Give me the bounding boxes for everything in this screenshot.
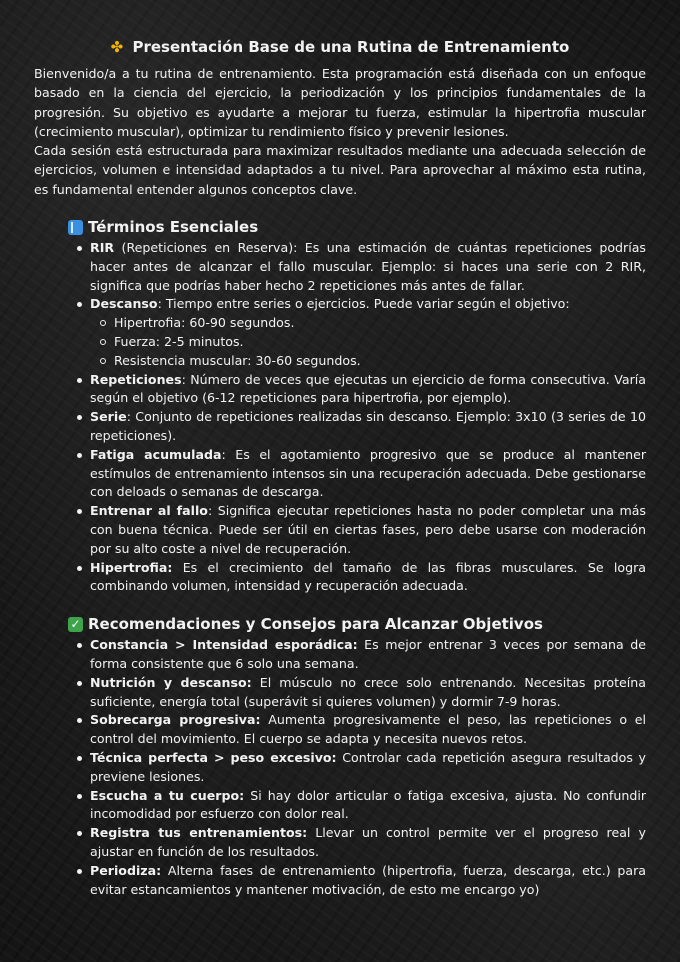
list-item: Entrenar al fallo: Significa ejecutar repeticiones hasta no poder completar una más con buena técnica. Puede ser útil en ciertas fases, pero debe usarse con moderación por su alto coste a nivel de recuperación. — [90, 502, 646, 558]
list-item — [90, 239, 646, 295]
tips-list — [68, 636, 646, 899]
term-definition: Tiempo entre series o ejercicios. Puede variar según el objetivo: — [165, 296, 570, 312]
terms-list — [68, 239, 646, 596]
tip-text: Si hay dolor articular o fatiga excesiva, ajusta. No confundir incomodidad por esfuerzo con dolor real. — [90, 787, 647, 822]
term-definition: Es el crecimiento del tamaño de las fibras musculares. Se logra combinando volumen, intensidad y recuperación adecuada. — [90, 559, 646, 594]
tip-text: Es mejor entrenar 3 veces por semana de forma consistente que 6 solo una semana. — [90, 637, 646, 672]
term-label: Hipertrofia: — [90, 559, 173, 575]
tip-label: Técnica perfecta > peso excesivo: — [90, 750, 337, 765]
tips-heading — [68, 614, 646, 634]
term-definition: (Repeticiones en Reserva): Es una estimación de cuántas repeticiones podrías hacer antes de alcanzar el fallo muscular. Ejemplo: si haces una serie con 2 RIR, significa que podrías haber hecho 2 repeticiones más antes de fallar. — [90, 240, 646, 293]
term-label: RIR — [90, 240, 115, 256]
intro — [34, 64, 646, 199]
tip-label: Periodiza: — [90, 862, 162, 878]
term-definition: Es el agotamiento progresivo que se produce al mantener estímulos de entrenamiento intensos sin una recuperación adecuada. Debe gestionarse con deloads o semanas de descarga. — [90, 446, 647, 500]
list-item: Descanso: Tiempo entre series o ejercicios. Puede variar según el objetivo: Hipertrofia: 60-90 segundos. Fuerza: 2-5 minutos. Resistencia muscular: 30-60 segundos. — [90, 295, 646, 370]
tip-label: Registra tus entrenamientos: — [90, 825, 308, 841]
list-item — [90, 559, 646, 597]
term-label: Entrenar al fallo — [90, 503, 208, 519]
tips-heading-text: Recomendaciones y Consejos para Alcanzar Objetivos — [88, 615, 543, 634]
list-item — [90, 862, 646, 900]
tip-label: Constancia > Intensidad esporádica: — [90, 637, 358, 653]
tip-label: Escucha a tu cuerpo: — [90, 787, 245, 803]
terms-section — [34, 217, 646, 596]
term-definition: Significa ejecutar repeticiones hasta no poder completar una más con buena técnica. Puede ser útil en ciertas fases, pero debe usarse con moderación por su alto coste a nivel de recuperación. — [90, 503, 646, 556]
list-item — [90, 787, 646, 825]
list-item: Serie: Conjunto de repeticiones realizadas sin descanso. Ejemplo: 3x10 (3 series de 10 repeticiones). — [90, 408, 646, 446]
list-item — [90, 674, 646, 712]
term-label: Fatiga acumulada — [90, 446, 222, 462]
tip-text: Llevar un control permite ver el progreso real y ajustar en función de los resultados. — [90, 825, 646, 859]
rest-sublist — [90, 314, 646, 370]
list-item — [90, 824, 646, 862]
tip-text: Alterna fases de entrenamiento (hipertrofia, fuerza, descarga, etc.) para evitar estancamientos y mantener motivación, de esto me encargo yo) — [90, 862, 646, 897]
list-item: Fatiga acumulada: Es el agotamiento progresivo que se produce al mantener estímulos de entrenamiento intensos sin una recuperación adecuada. Debe gestionarse con deloads o semanas de descarga. — [90, 446, 646, 502]
terms-heading — [68, 217, 646, 237]
term-label: Descanso — [90, 296, 158, 312]
list-item: Repeticiones: Número de veces que ejecutas un ejercicio de forma consecutiva. Varía según el objetivo (6-12 repeticiones para hipertrofia, por ejemplo). — [90, 371, 646, 409]
list-item — [90, 636, 646, 674]
flexed-biceps-icon: ✤ — [110, 38, 124, 56]
page-title-text: Presentación Base de una Rutina de Entrenamiento — [132, 38, 570, 56]
term-label: Repeticiones — [90, 371, 182, 387]
tip-text: Controlar cada repetición asegura resultados y previene lesiones. — [90, 750, 646, 784]
tips-section — [34, 614, 646, 899]
tip-text: Aumenta progresivamente el peso, las repeticiones o el control del movimiento. El cuerpo se adapta y necesita nuevos retos. — [90, 712, 647, 747]
term-definition: Número de veces que ejecutas un ejercicio de forma consecutiva. Varía según el objetivo (6-12 repeticiones para hipertrofia, por ejemplo). — [90, 371, 646, 406]
green-check-icon: ✓ — [68, 617, 83, 632]
tip-label: Sobrecarga progresiva: — [90, 712, 261, 728]
intro-paragraph: Cada sesión está estructurada para maximizar resultados mediante una adecuada selección de ejercicios, volumen e intensidad adaptados a tu nivel. Para aprovechar al máximo esta rutina, es fundamental entender algunos conceptos clave. — [34, 143, 646, 197]
term-label: Serie — [90, 409, 127, 425]
list-item — [90, 711, 646, 749]
sub-list-item: Resistencia muscular: 30-60 segundos. — [114, 352, 646, 371]
term-definition: Conjunto de repeticiones realizadas sin descanso. Ejemplo: 3x10 (3 series de 10 repeticiones). — [90, 409, 647, 444]
tip-text: El músculo no crece solo entrenando. Necesitas proteína suficiente, energía total (superávit si quieres volumen) y dormir 7-9 horas. — [90, 674, 646, 709]
sub-list-item: Fuerza: 2-5 minutos. — [114, 333, 646, 352]
tip-label: Nutrición y descanso: — [90, 674, 252, 690]
list-item — [90, 749, 646, 787]
terms-heading-text: Términos Esenciales — [88, 218, 259, 237]
intro-paragraph: Bienvenido/a a tu rutina de entrenamiento. Esta programación está diseñada con un enfoque basado en la ciencia del ejercicio, la periodización y los principios fundamentales de la progresión. Su objetivo es ayudarte a mejorar tu fuerza, estimular la hipertrofia muscular (crecimiento muscular), optimizar tu rendimiento físico y prevenir lesiones. — [34, 66, 646, 139]
page-title — [34, 36, 646, 58]
blue-book-icon — [68, 220, 83, 235]
sub-list-item: Hipertrofia: 60-90 segundos. — [114, 314, 646, 333]
